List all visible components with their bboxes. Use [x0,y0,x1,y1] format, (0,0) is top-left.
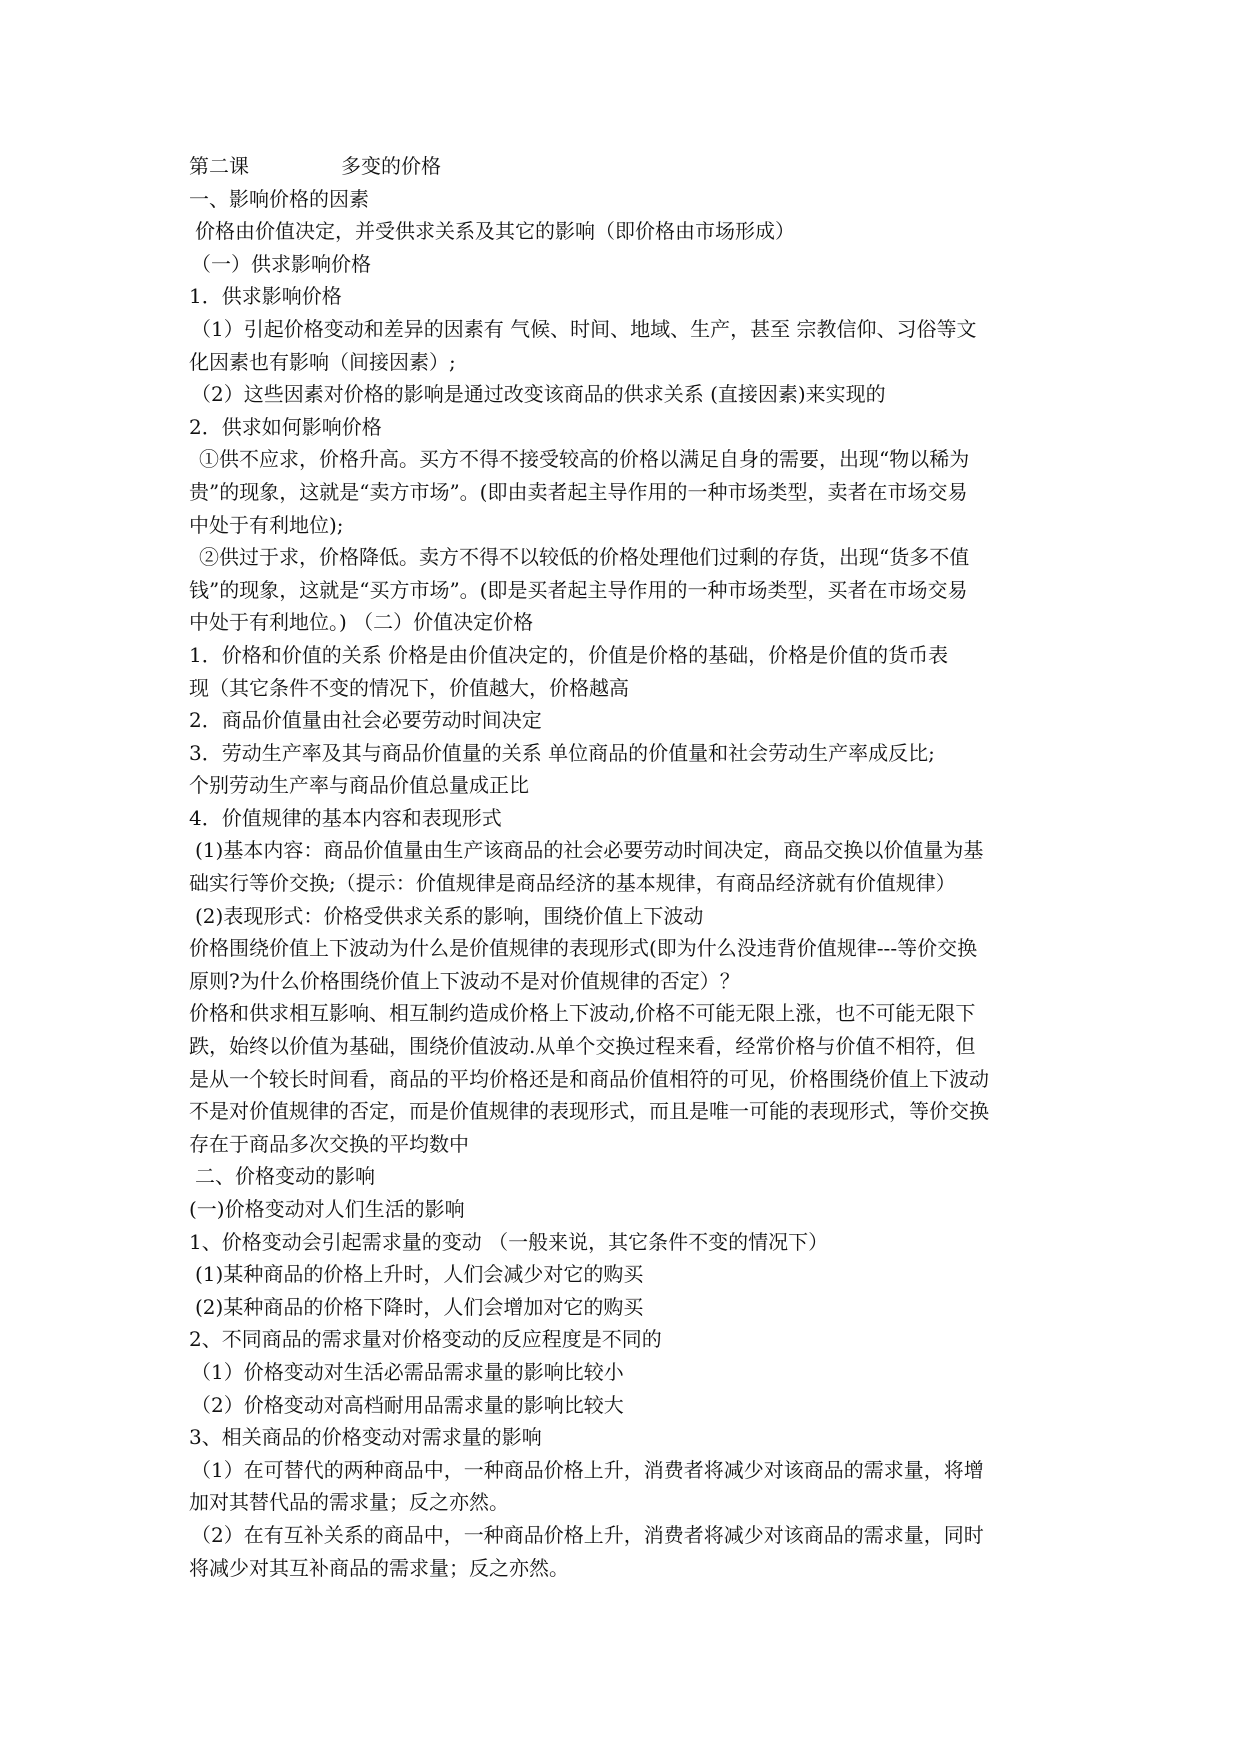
text-line: 加对其替代品的需求量；反之亦然。 [189,1490,509,1515]
text-line: (1)基本内容：商品价值量由生产该商品的社会必要劳动时间决定，商品交换以价值量为基 [195,838,984,863]
item-heading: 3、相关商品的价格变动对需求量的影响 [189,1425,542,1450]
item-heading: 2．商品价值量由社会必要劳动时间决定 [189,708,542,733]
text-line: （1）价格变动对生活必需品需求量的影响比较小 [191,1359,624,1384]
lesson-number: 第二课 [189,154,249,178]
text-line: 中处于有利地位。) （二）价值决定价格 [189,610,534,635]
text-line: ①供不应求，价格升高。买方不得不接受较高的价格以满足自身的需要，出现“物以稀为 [199,447,970,472]
text-line: 是从一个较长时间看，商品的平均价格还是和商品价值相符的可见，价格围绕价值上下波动 [189,1066,989,1091]
subsection-heading: (一)价格变动对人们生活的影响 [189,1197,465,1221]
text-line: 不是对价值规律的否定，而是价值规律的表现形式，而且是唯一可能的表现形式，等价交换 [189,1099,989,1124]
text-line: 将减少对其互补商品的需求量；反之亦然。 [189,1555,569,1580]
text-line: 存在于商品多次交换的平均数中 [189,1131,469,1156]
text-line: 跌，始终以价值为基础，围绕价值波动.从单个交换过程来看，经常价格与价值不相符，但 [189,1034,976,1059]
text-line: 1．价格和价值的关系 价格是由价值决定的，价值是价格的基础，价格是价值的货币表 [189,642,949,667]
item-heading: 4．价值规律的基本内容和表现形式 [189,805,502,830]
text-line: （2）这些因素对价格的影响是通过改变该商品的供求关系 (直接因素)来实现的 [191,382,886,407]
text-line: 钱”的现象，这就是“买方市场”。(即是买者起主导作用的一种市场类型，买者在市场交易 [189,577,968,602]
item-heading: 2．供求如何影响价格 [189,414,382,439]
text-line: 价格和供求相互影响、相互制约造成价格上下波动,价格不可能无限上涨，也不可能无限下 [189,1001,976,1026]
document-body [189,150,1069,1584]
text-line: （1）引起价格变动和差异的因素有 气候、时间、地域、生产，甚至 宗教信仰、习俗等文 [191,316,977,341]
item-heading: 2、不同商品的需求量对价格变动的反应程度是不同的 [189,1327,662,1352]
item-heading: 1．供求影响价格 [189,284,342,309]
text-line: （1）在可替代的两种商品中，一种商品价格上升，消费者将减少对该商品的需求量，将增 [191,1457,984,1482]
text-line: 3．劳动生产率及其与商品价值量的关系 单位商品的价值量和社会劳动生产率成反比; [189,740,935,765]
text-line: 中处于有利地位); [189,512,344,537]
text-line: 价格围绕价值上下波动为什么是价值规律的表现形式(即为什么没违背价值规律---等价交换 [189,936,978,961]
text-line: (2)表现形式：价格受供求关系的影响，围绕价值上下波动 [195,903,704,928]
text-line: 价格由价值决定，并受供求关系及其它的影响（即价格由市场形成） [195,219,795,244]
section-heading: 一、影响价格的因素 [189,186,369,211]
text-line: 贵”的现象，这就是“卖方市场”。(即由卖者起主导作用的一种市场类型，卖者在市场交易 [189,479,968,504]
text-line: (1)某种商品的价格上升时，人们会减少对它的购买 [195,1262,644,1287]
text-line: 础实行等价交换;（提示：价值规律是商品经济的基本规律，有商品经济就有价值规律） [189,871,956,896]
text-line: 个别劳动生产率与商品价值总量成正比 [189,773,529,798]
text-line: 现（其它条件不变的情况下，价值越大，价格越高 [189,675,629,700]
section-heading: 二、价格变动的影响 [195,1164,375,1189]
subsection-heading: （一）供求影响价格 [191,251,371,276]
lesson-name: 多变的价格 [341,154,441,178]
item-heading: 1、价格变动会引起需求量的变动 （一般来说，其它条件不变的情况下） [189,1229,829,1254]
lesson-title [189,150,1069,183]
text-line: (2)某种商品的价格下降时，人们会增加对它的购买 [195,1294,644,1319]
text-line: 化因素也有影响（间接因素）; [189,349,456,374]
text-line: （2）价格变动对高档耐用品需求量的影响比较大 [191,1392,624,1417]
text-line: ②供过于求，价格降低。卖方不得不以较低的价格处理他们过剩的存货，出现“货多不值 [199,545,970,570]
text-line: 原则?为什么价格围绕价值上下波动不是对价值规律的否定）？ [189,968,740,993]
text-line: （2）在有互补关系的商品中，一种商品价格上升，消费者将减少对该商品的需求量，同时 [191,1522,984,1547]
